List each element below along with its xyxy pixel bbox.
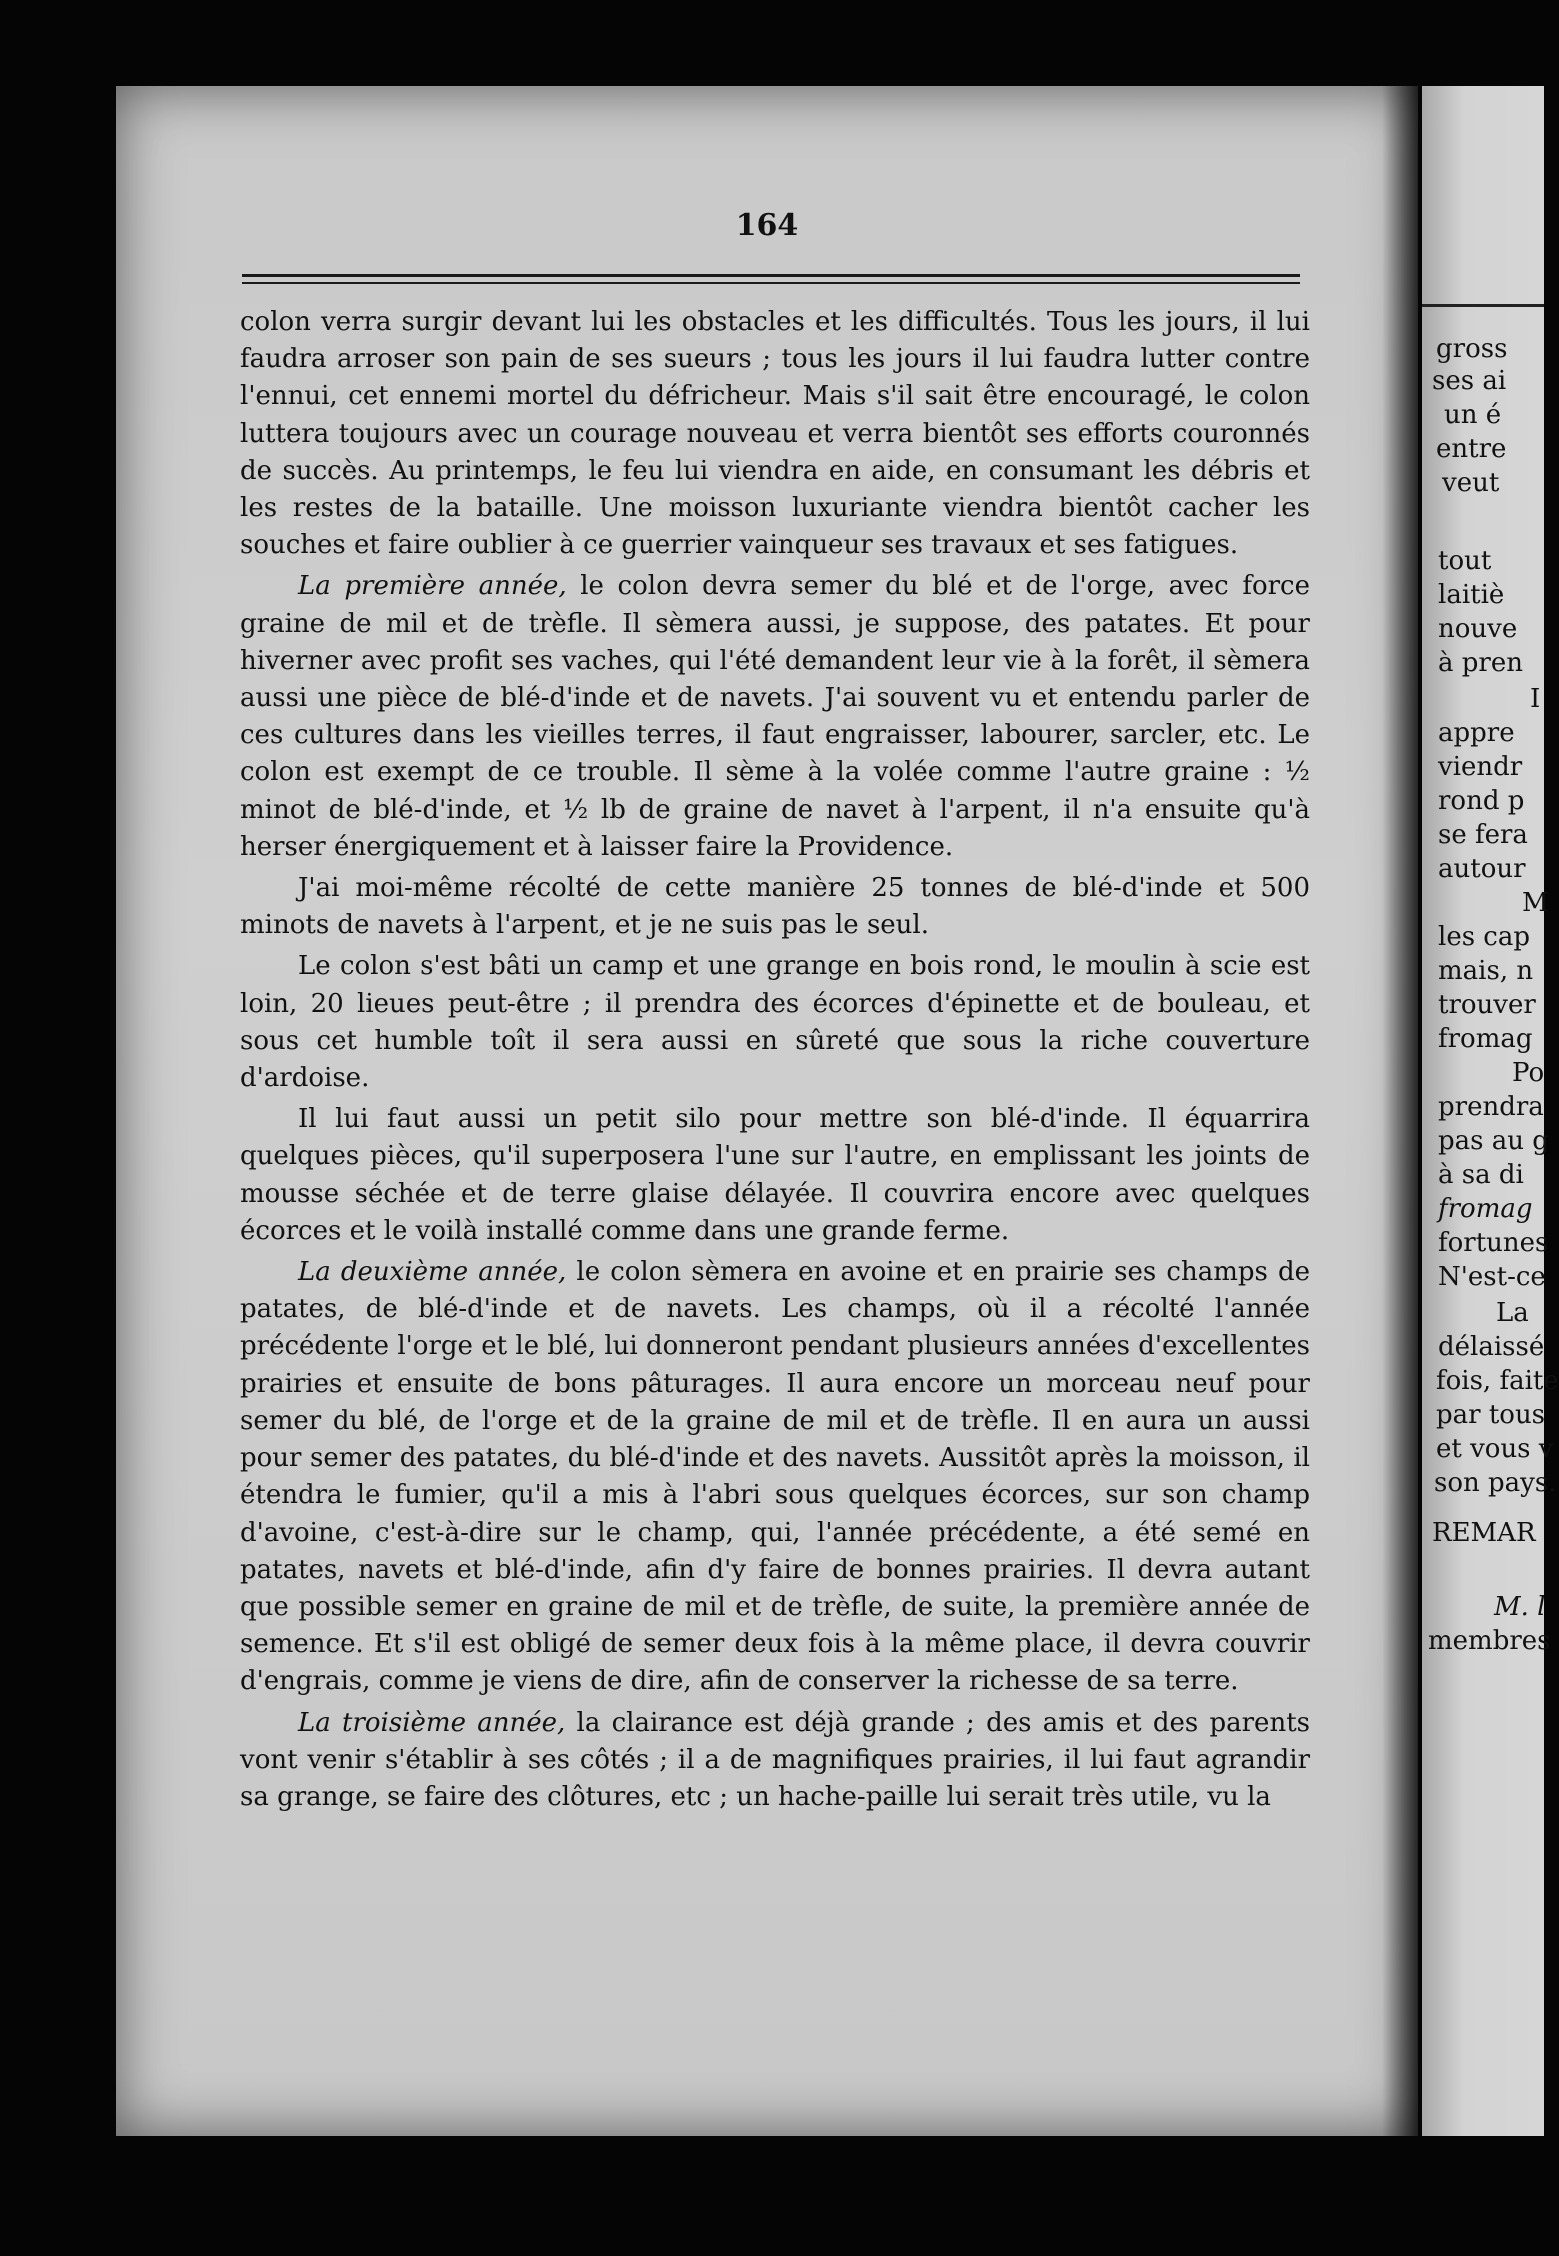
right-page-line: se fera [1438, 820, 1528, 850]
right-page-line: M [1522, 888, 1549, 918]
paragraph-1 [240, 304, 1310, 564]
right-page-line: pas au g [1438, 1126, 1549, 1156]
right-page-line: appre [1438, 718, 1515, 748]
paragraph-4 [240, 948, 1310, 1097]
book-page-left [116, 86, 1418, 2136]
right-page-line: autour [1438, 854, 1526, 884]
right-page-line: REMAR [1432, 1518, 1536, 1548]
right-page-line: trouver [1438, 990, 1536, 1020]
paragraph-2-text: le colon devra semer du blé et de l'orge, avec force graine de mil et de trèfle. Il sèmera aussi, je suppose, des patates. Et pour hiverner avec profit ses vaches, qui l'été demandent leur vie à la forêt, il sèmera aussi une pièce de blé-d'inde et de navets. J'ai souvent vu et entendu parler de ces cultures dans les vieilles terres, il faut engraisser, labourer, sarcler, etc. Le colon est exempt de ce trouble. Il sème à la volée comme l'autre graine : ½ minot de blé-d'inde, et ½ lb de graine de navet à l'arpent, il n'a ensuite qu'à herser énergiquement et à laisser faire la Providence. [240, 571, 1310, 862]
right-page-line: entre [1436, 434, 1507, 464]
right-page-line: Po [1512, 1058, 1545, 1088]
right-page-line: son pays. [1434, 1468, 1557, 1498]
right-page-line: fromag [1438, 1194, 1533, 1224]
right-page-line: membres [1428, 1626, 1551, 1656]
body-text [240, 304, 1310, 1816]
paragraph-6-lead: La deuxième année, [298, 1257, 567, 1288]
right-page-line: mais, n [1438, 956, 1534, 986]
page-number: 164 [735, 208, 799, 243]
right-page-line: ses ai [1432, 366, 1507, 396]
right-page-line: fortunes [1438, 1228, 1549, 1258]
header-rule-top [242, 274, 1300, 277]
paragraph-4-text: Le colon s'est bâti un camp et une grange en bois rond, le moulin à scie est loin, 20 lieues peut-être ; il prendra des écorces d'épinette et de bouleau, et sous cet humble toît il sera aussi en sûreté que sous la riche couverture d'ardoise. [240, 951, 1310, 1094]
right-page-line: M. l [1494, 1592, 1546, 1622]
paragraph-6 [240, 1254, 1310, 1700]
right-page-line: fromag [1438, 1024, 1533, 1054]
paragraph-5 [240, 1101, 1310, 1250]
paragraph-2-lead: La première année, [298, 571, 567, 602]
paragraph-1-text: colon verra surgir devant lui les obstacles et les difficultés. Tous les jours, il lui faudra arroser son pain de ses sueurs ; tous les jours il lui faudra lutter contre l'ennui, cet ennemi mortel du défricheur. Mais s'il sait être encouragé, le colon luttera toujours avec un courage nouveau et verra bientôt ses efforts couronnés de succès. Au printemps, le feu lui viendra en aide, en consumant les débris et les restes de la bataille. Une moisson luxuriante viendra bientôt cacher les souches et faire oublier à ce guerrier vainqueur ses travaux et ses fatigues. [240, 307, 1310, 561]
right-page-line: à sa di [1438, 1160, 1524, 1190]
right-page-line: les cap [1438, 922, 1531, 952]
book-page-right-edge [1422, 86, 1559, 2136]
right-page-line: tout [1438, 546, 1492, 576]
right-page-line: La [1496, 1298, 1529, 1328]
right-page-line: nouve [1438, 614, 1518, 644]
paragraph-3 [240, 870, 1310, 944]
right-page-line: rond p [1438, 786, 1525, 816]
paragraph-7-text: la clairance est déjà grande ; des amis et des parents vont venir s'établir à ses côtés ; il a de magnifiques prairies, il lui faut agrandir sa grange, se faire des clôtures, etc ; un hache-paille lui serait très utile, vu la [240, 1707, 1310, 1812]
paragraph-5-text: Il lui faut aussi un petit silo pour mettre son blé-d'inde. Il équarrira quelques pièces, qu'il superposera l'une sur l'autre, en emplissant les joints de mousse séchée et de terre glaise délayée. Il couvrira encore avec quelques écorces et le voilà installé comme dans une grande ferme. [240, 1104, 1310, 1246]
right-page-line: viendr [1438, 752, 1523, 782]
right-page-line: I [1530, 684, 1541, 714]
right-page-line: gross [1436, 334, 1508, 364]
right-page-line: délaissé [1438, 1332, 1545, 1362]
paragraph-6-text: le colon sèmera en avoine et en prairie ses champs de patates, de blé-d'inde et de navets. Les champs, où il a récolté l'année précédente l'orge et le blé, lui donneront pendant plusieurs années d'excellentes prairies et ensuite de bons pâturages. Il aura encore un morceau neuf pour semer du blé, de l'orge et de la graine de mil et de trèfle. Il en aura un aussi pour semer des patates, du blé-d'inde et des navets. Aussitôt après la moisson, il étendra le fumier, qu'il a mis à l'abri sous quelques écorces, sur son champ d'avoine, c'est-à-dire sur le champ, qui, l'année précédente, a été semé en patates, navets et blé-d'inde, afin d'y faire de bonnes prairies. Il devra autant que possible semer en graine de mil et de trèfle, de suite, la première année de semence. Et s'il est obligé de semer deux fois à la même place, il devra couvrir d'engrais, comme je viens de dire, afin de conserver la richesse de sa terre. [240, 1257, 1310, 1697]
paragraph-3-text: J'ai moi-même récolté de cette manière 25 tonnes de blé-d'inde et 500 minots de navets à l'arpent, et je ne suis pas le seul. [240, 873, 1310, 941]
right-page-line: laitiè [1438, 580, 1505, 610]
right-page-line: à pren [1438, 648, 1523, 678]
paragraph-7-lead: La troisième année, [298, 1707, 566, 1738]
right-page-line: veut [1442, 468, 1500, 498]
right-page-line: fois, faite [1436, 1366, 1559, 1396]
book-gutter-shadow [1382, 86, 1418, 2136]
paragraph-2 [240, 568, 1310, 866]
right-page-rule [1422, 304, 1544, 307]
right-page-line: N'est-ce [1438, 1262, 1546, 1292]
right-page-line: prendra [1438, 1092, 1544, 1122]
header-rule-bottom [242, 282, 1300, 284]
right-page-line: par tous [1436, 1400, 1546, 1430]
right-page-line: et vous v [1436, 1434, 1554, 1464]
paragraph-7 [240, 1705, 1310, 1817]
right-page-line: un é [1444, 400, 1502, 430]
